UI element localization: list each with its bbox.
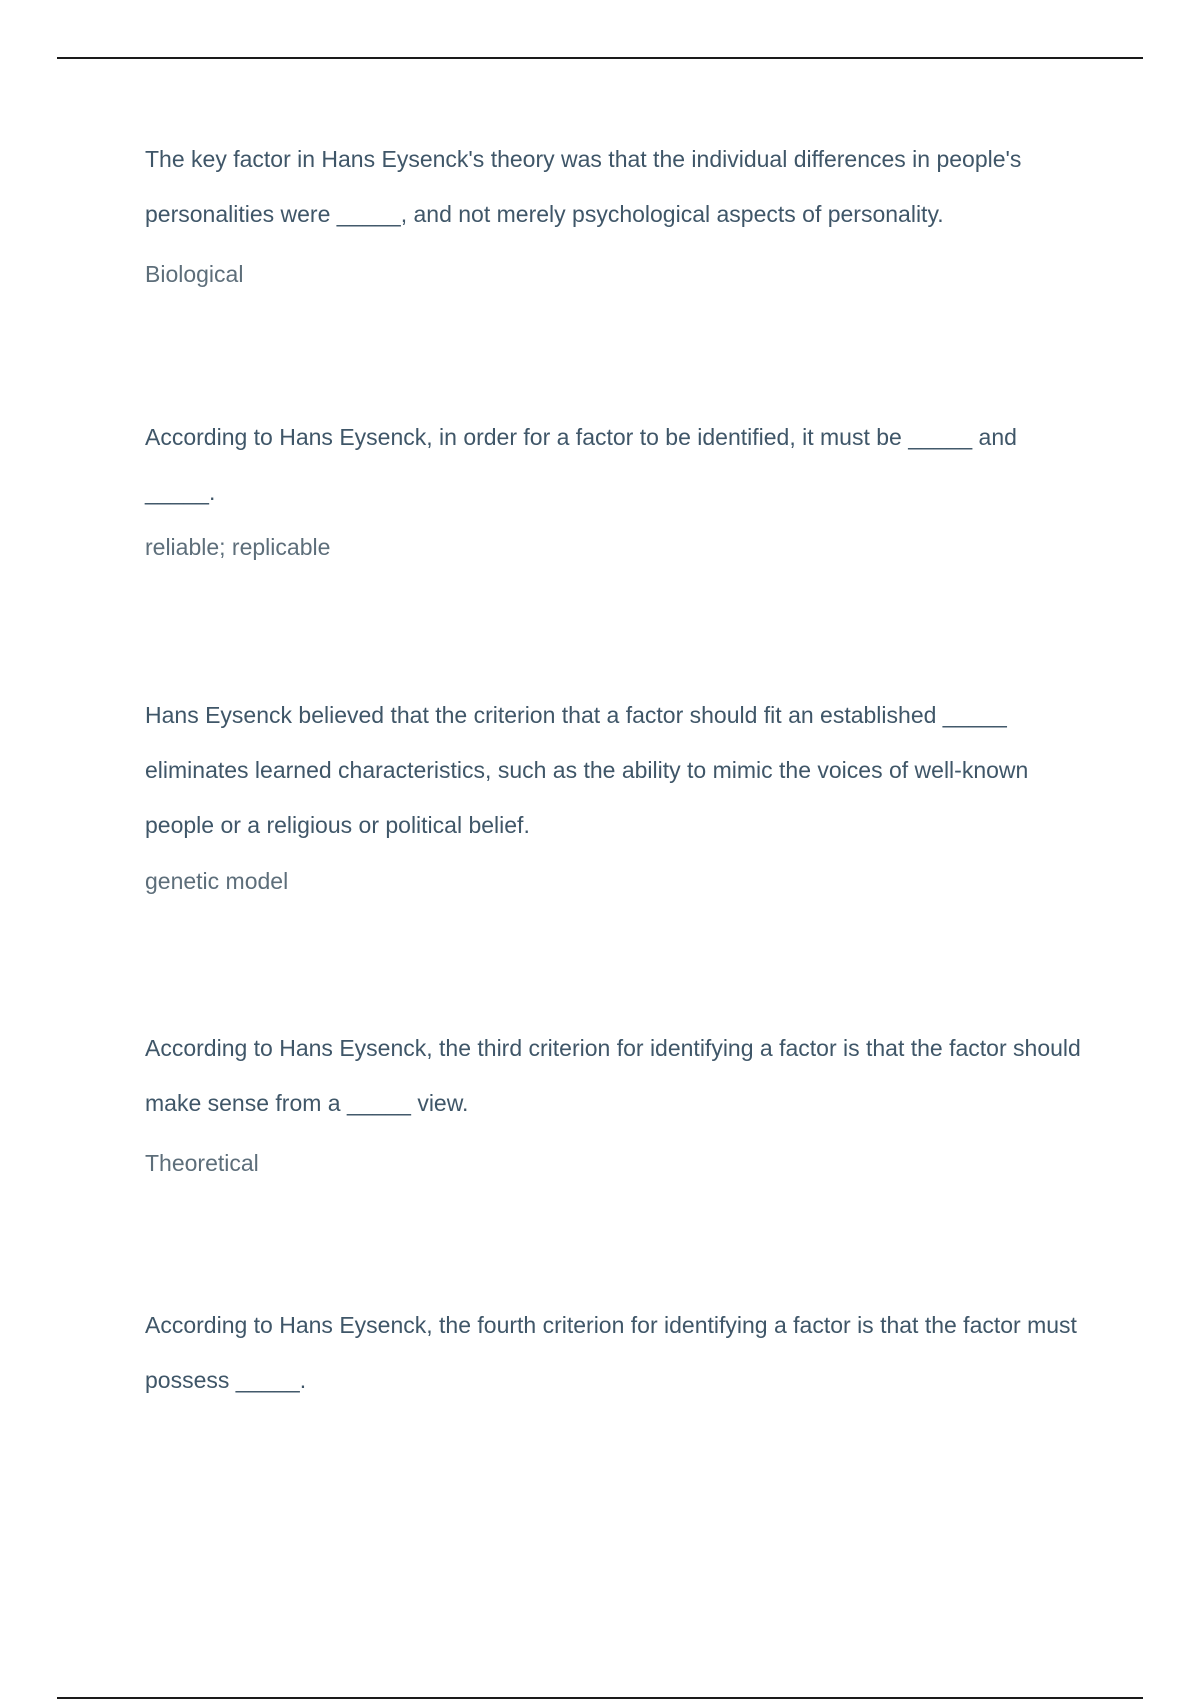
flashcard [145,410,1085,562]
question-text: The key factor in Hans Eysenck's theory was that the individual differences in people's personalities were _____, and not merely psychological aspects of personality. [145,146,1022,227]
flashcard [145,1298,1085,1408]
answer-text: Theoretical [145,1150,259,1176]
flashcard [145,1021,1085,1178]
flashcard [145,132,1085,289]
bottom-divider [57,1697,1143,1699]
question-text: Hans Eysenck believed that the criterion that a factor should fit an established _____ eliminates learned characteristics, such as the ability to mimic the voices of well-known people or a religious or political belief. [145,702,1029,838]
answer-text: reliable; replicable [145,534,331,560]
question-text: According to Hans Eysenck, in order for a factor to be identified, it must be _____ and _____. [145,424,1017,505]
question-text: According to Hans Eysenck, the third criterion for identifying a factor is that the factor should make sense from a _____ view. [145,1035,1081,1116]
answer-text: genetic model [145,868,289,894]
question-text: According to Hans Eysenck, the fourth criterion for identifying a factor is that the factor must possess _____. [145,1312,1077,1393]
answer-text: Biological [145,261,244,287]
flashcard [145,688,1085,896]
top-divider [57,57,1143,59]
